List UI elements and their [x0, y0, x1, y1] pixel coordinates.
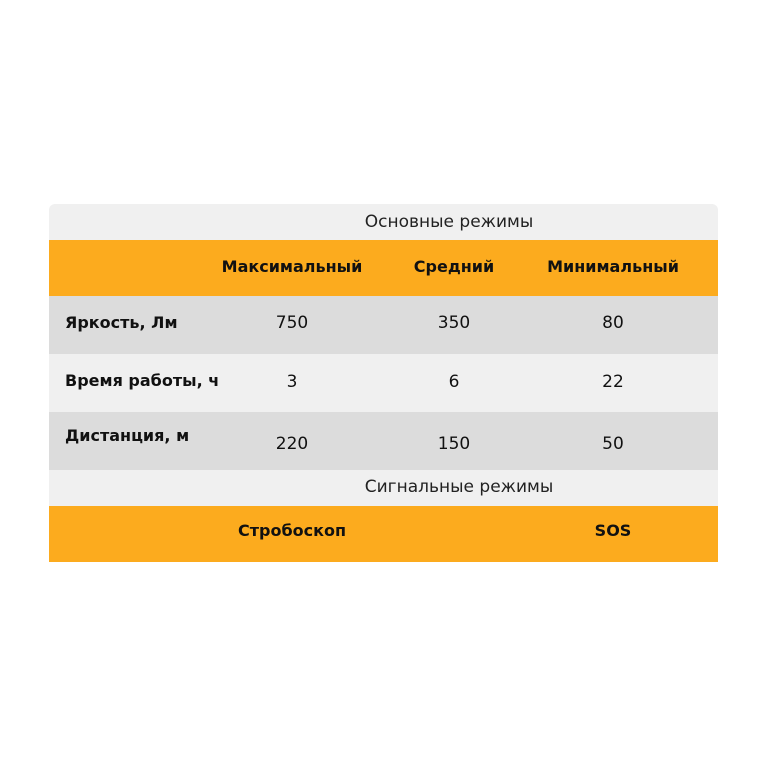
cell-runtime-medium: 6 — [448, 372, 460, 392]
cell-brightness-medium: 350 — [437, 313, 471, 333]
signal-modes-row — [49, 506, 718, 562]
specs-table — [49, 204, 718, 562]
main-modes-title-row — [49, 204, 718, 240]
signal-modes-title: Сигнальные режимы — [364, 477, 554, 497]
table-row-runtime — [49, 354, 718, 412]
row-label-distance: Дистанция, м — [65, 426, 190, 445]
column-header-max: Максимальный — [221, 257, 363, 276]
column-header-medium: Средний — [413, 257, 495, 276]
cell-distance-min: 50 — [602, 434, 624, 454]
row-label-brightness: Яркость, Лм — [65, 313, 178, 332]
row-label-runtime: Время работы, ч — [65, 371, 220, 390]
cell-distance-medium: 150 — [437, 434, 471, 454]
cell-distance-max: 220 — [275, 434, 309, 454]
table-row-brightness — [49, 296, 718, 354]
main-modes-title: Основные режимы — [364, 212, 534, 232]
signal-modes-title-row — [49, 470, 718, 506]
signal-mode-strobe: Стробоскоп — [237, 521, 347, 540]
cell-runtime-min: 22 — [602, 372, 624, 392]
column-header-min: Минимальный — [547, 257, 679, 276]
cell-brightness-max: 750 — [275, 313, 309, 333]
table-row-distance — [49, 412, 718, 470]
signal-mode-sos: SOS — [594, 521, 632, 540]
cell-runtime-max: 3 — [286, 372, 298, 392]
columns-header-row — [49, 240, 718, 296]
cell-brightness-min: 80 — [602, 313, 624, 333]
